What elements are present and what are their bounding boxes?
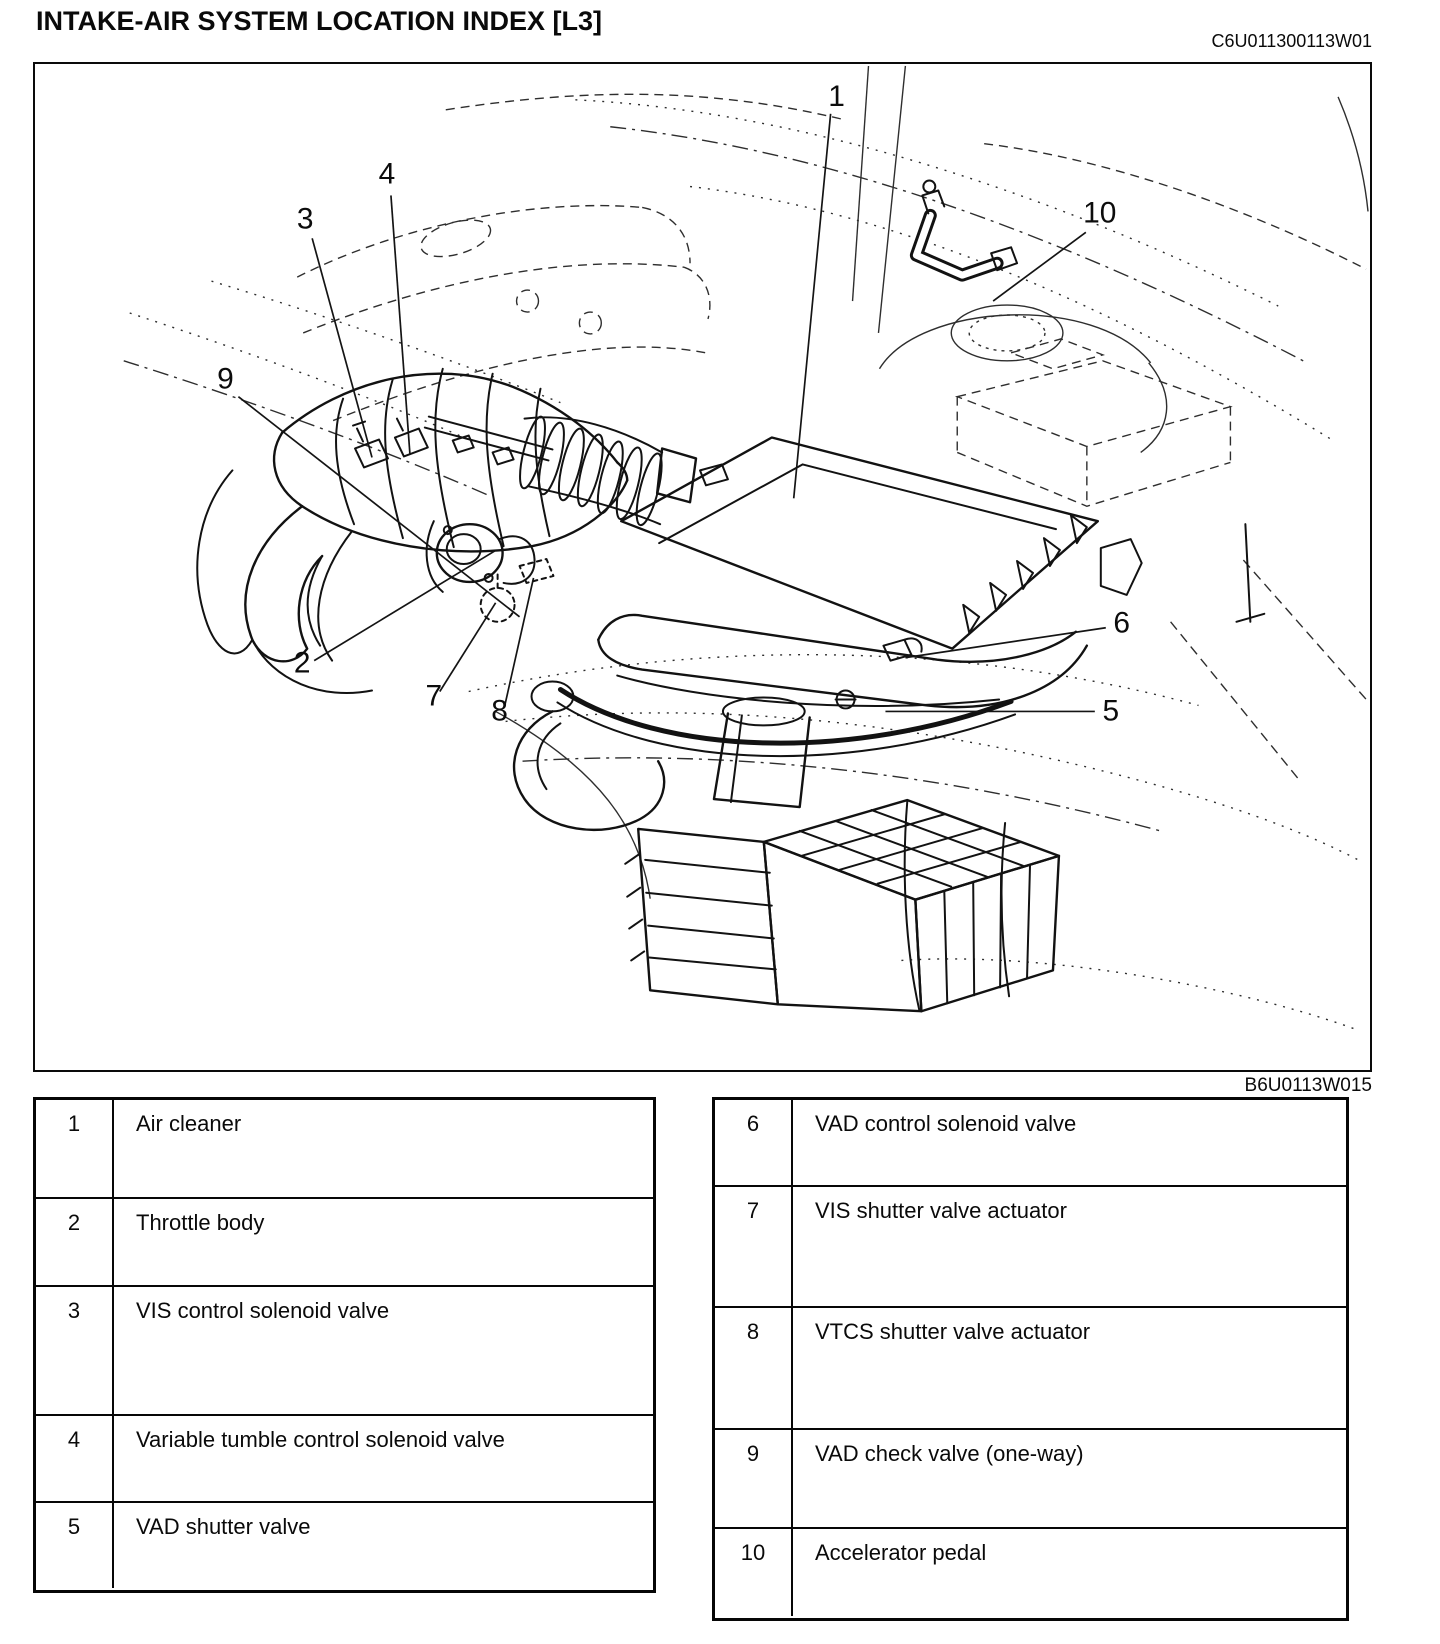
table-row [36,1197,653,1285]
parts-table-right [712,1097,1349,1621]
part-name: Throttle body [136,1210,265,1235]
table-row [715,1100,1346,1185]
engine-line-art [35,64,1370,1070]
part-name: VAD control solenoid valve [815,1111,1077,1136]
callout-9-label: 9 [217,362,234,396]
background-cowl-lines [446,66,1368,441]
part-name: Air cleaner [136,1111,242,1136]
callout-1-label: 1 [828,79,845,113]
document-code: C6U011300113W01 [1211,31,1372,51]
part-number: 7 [715,1187,793,1306]
table-row [36,1414,653,1501]
callout-10-label: 10 [1083,196,1117,230]
accelerator-pedal [916,181,1017,276]
callout-labels [217,80,1130,728]
part-number: 2 [36,1199,114,1285]
part-name: VTCS shutter valve actuator [815,1319,1091,1344]
corrugated-hose [515,415,728,528]
callout-4-label: 4 [378,157,396,191]
part-number: 8 [715,1308,793,1428]
callout-7-leader [440,603,496,692]
shutter-valve-actuators [481,559,554,622]
callout-3-label: 3 [296,202,314,236]
table-row [36,1285,653,1414]
table-row [715,1185,1346,1306]
table-row [36,1501,653,1588]
part-name: Accelerator pedal [815,1540,987,1565]
callout-8-label: 8 [491,694,508,728]
callout-3-leader [312,238,372,457]
part-name: VAD shutter valve [136,1514,311,1539]
part-number: 3 [36,1287,114,1414]
part-number: 5 [36,1503,114,1588]
part-name: Variable tumble control solenoid valve [136,1427,505,1452]
resonance-chamber [625,800,1059,1011]
part-number: 10 [715,1529,793,1616]
part-name: VAD check valve (one-way) [815,1441,1084,1466]
table-row [715,1527,1346,1616]
callout-2-leader [314,551,494,661]
relay-box-sketch [957,339,1230,506]
callout-4-leader [391,195,410,453]
callout-1-leader [794,114,831,498]
intake-air-diagram [33,62,1372,1072]
callout-5-label: 5 [1102,694,1120,728]
callout-8-leader [505,578,534,706]
callout-6-label: 6 [1113,606,1131,640]
intake-duct [514,697,810,829]
page-title: INTAKE-AIR SYSTEM LOCATION INDEX [L3] [36,6,602,36]
part-name: VIS control solenoid valve [136,1298,390,1323]
solenoid-valves [353,419,428,468]
part-number: 1 [36,1100,114,1197]
table-row [715,1306,1346,1428]
figure-code: B6U0113W015 [1244,1075,1372,1096]
parts-table-left [33,1097,656,1593]
strut-tower-sketch [879,305,1166,452]
callout-2-label: 2 [293,646,311,680]
fender-lines-left [124,281,561,496]
callout-7-label: 7 [425,679,443,713]
part-number: 6 [715,1100,793,1185]
table-row [715,1428,1346,1527]
part-number: 9 [715,1430,793,1527]
table-row [36,1100,653,1197]
part-number: 4 [36,1416,114,1501]
part-name: VIS shutter valve actuator [815,1198,1067,1223]
